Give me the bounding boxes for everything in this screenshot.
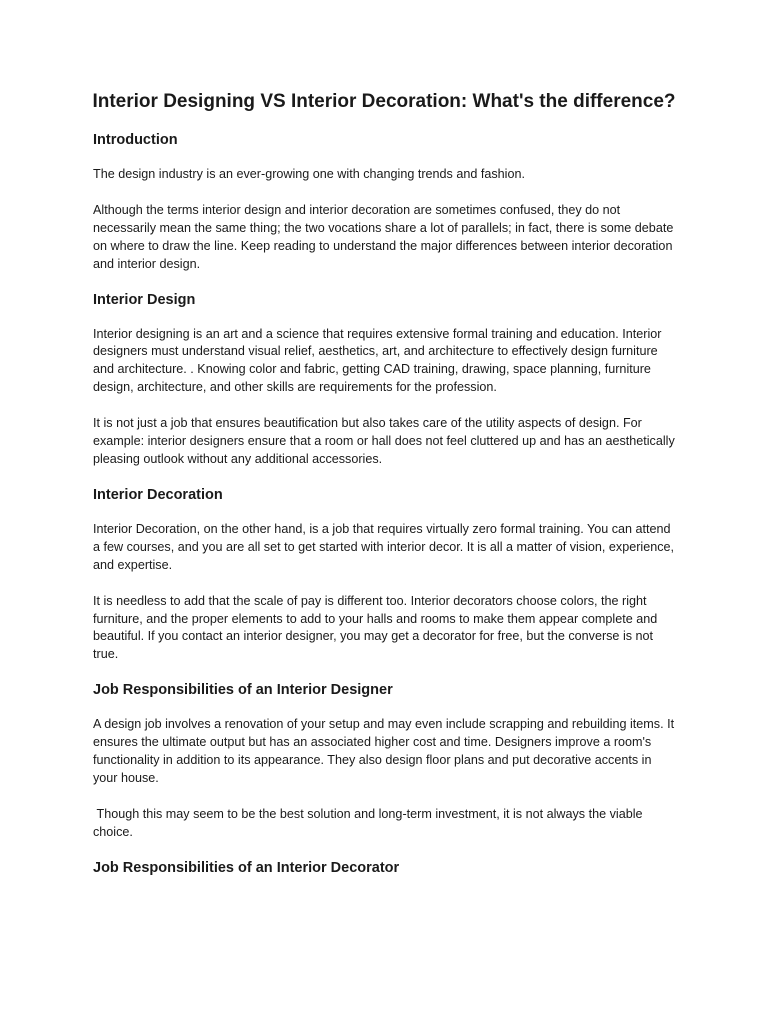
document-body	[93, 88, 675, 877]
paragraph: Though this may seem to be the best solution and long-term investment, it is not always the viable choice.	[93, 806, 647, 839]
paragraph: It is not just a job that ensures beautification but also takes care of the utility aspects of design. For example: interior designers ensure that a room or hall does not feel cluttered up and has an aesthetically pleasing outlook without any additional accessories.	[93, 416, 675, 466]
paragraph: Interior designing is an art and a science that requires extensive formal training and education. Interior designers must understand visual relief, aesthetics, art, and architecture to effectively design furniture and architecture. . Knowing color and fabric, getting CAD training, drawing, space planning, furniture design, architecture, and other skills are requirements for the profession.	[93, 326, 662, 395]
section-heading-designer-responsibilities: Job Responsibilities of an Interior Designer	[93, 682, 393, 699]
section-heading-interior-design: Interior Design	[93, 291, 196, 308]
section-heading-interior-decoration: Interior Decoration	[93, 486, 223, 503]
paragraph: The design industry is an ever-growing one with changing trends and fashion.	[93, 167, 525, 181]
paragraph: It is needless to add that the scale of pay is different too. Interior decorators choose colors, the right furniture, and the proper elements to add to your halls and rooms to make them appear complete and beautiful. If you contact an interior designer, you may get a decorator for free, but the converse is not true.	[93, 593, 658, 662]
paragraph: Although the terms interior design and interior decoration are sometimes confused, they do not necessarily mean the same thing; the two vocations share a lot of parallels; in fact, there is some debate on where to draw the line. Keep reading to understand the major differences between interior decoration and interior design.	[93, 202, 674, 271]
section-heading-decorator-responsibilities: Job Responsibilities of an Interior Decorator	[93, 859, 400, 876]
section-heading-introduction: Introduction	[93, 132, 178, 148]
paragraph: A design job involves a renovation of your setup and may even include scrapping and rebuilding items. It ensures the ultimate output but has an associated higher cost and time. Designers improve a room's functionality in addition to its appearance. They also design floor plans and put decorative accents in your house.	[93, 717, 675, 785]
document-title: Interior Designing VS Interior Decoration: What's the difference?	[92, 91, 676, 112]
paragraph: Interior Decoration, on the other hand, is a job that requires virtually zero formal training. You can attend a few courses, and you are all set to get started with interior decor. It is all a matter of vision, experience, and expertise.	[93, 521, 674, 572]
